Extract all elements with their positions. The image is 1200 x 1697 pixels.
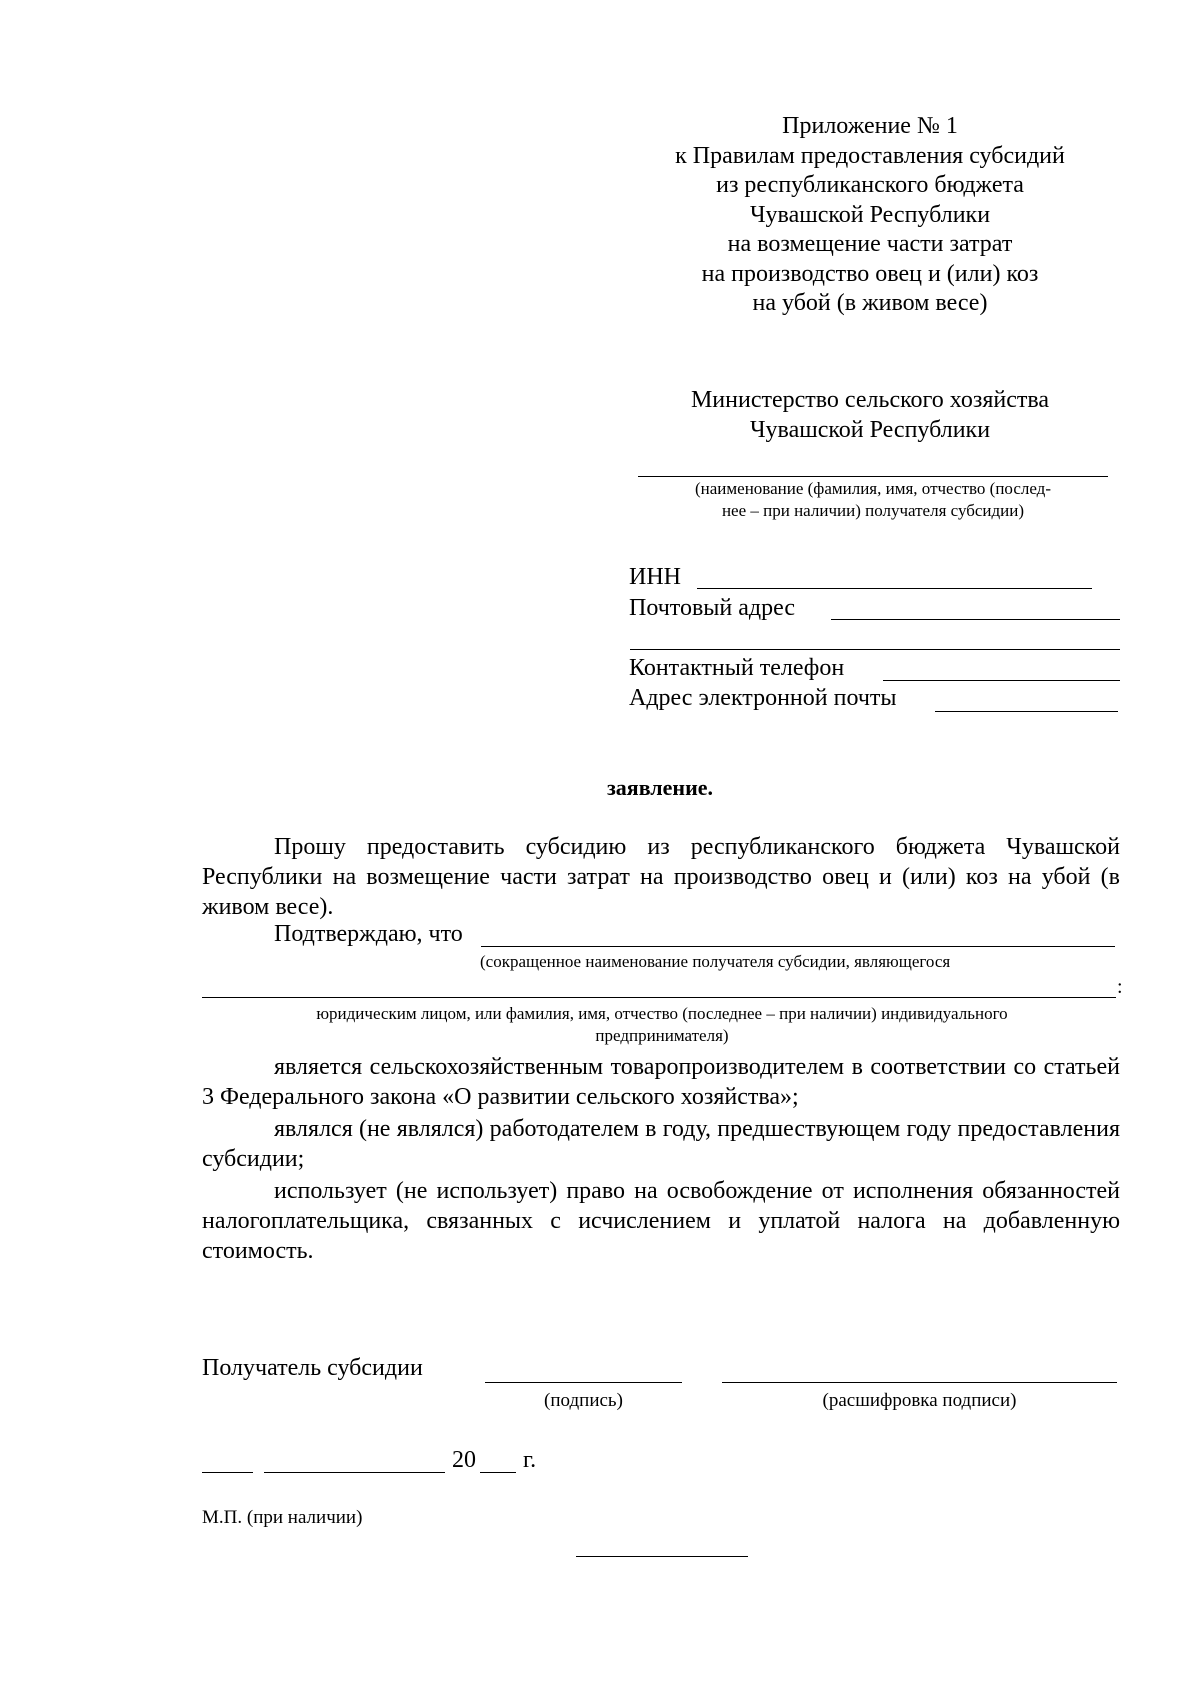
year-suffix: г. [523, 1447, 537, 1473]
colon-mark: : [1117, 976, 1123, 998]
vat-statement: использует (не использует) право на освобождение от исполнения обязанностей налогоплательщика, связанных с исчислением и уплатой налога на добавленную стоимость. [202, 1178, 1120, 1264]
addressee-line: Министерство сельского хозяйства [690, 387, 1050, 413]
phone-label: Контактный телефон [629, 655, 845, 681]
recipient-name-line[interactable] [638, 476, 1108, 477]
caption-line: юридическим лицом, или фамилия, имя, отчество (последнее – при наличии) индивидуального [316, 1004, 1008, 1023]
caption-line: нее – при наличии) получателя субсидии) [721, 501, 1025, 520]
annex-line: Чувашской Республики [749, 201, 991, 228]
addressee-line: Чувашской Республики [749, 417, 991, 443]
email-field-line[interactable] [935, 711, 1118, 712]
document-title: заявление. [606, 775, 714, 800]
annex-line: на убой (в живом весе) [752, 290, 988, 316]
postal-address-label: Почтовый адрес [629, 595, 796, 621]
full-name-caption [200, 1003, 1124, 1047]
closing-divider-line [576, 1556, 748, 1557]
confirm-label: Подтверждаю, что [274, 921, 463, 947]
annex-line: на возмещение части затрат [727, 231, 1013, 257]
annex-line: на производство овец и (или) коз [701, 260, 1039, 287]
caption-line: предпринимателя) [595, 1026, 729, 1045]
inn-field-line[interactable] [697, 588, 1092, 589]
full-name-field-line[interactable] [202, 997, 1116, 998]
year-prefix: 20 [452, 1447, 476, 1473]
addressee-block [640, 385, 1100, 445]
day-field-line[interactable] [202, 1472, 253, 1473]
caption-line: (наименование (фамилия, имя, отчество (послед- [695, 479, 1051, 498]
postal-address-field-line[interactable] [831, 619, 1120, 620]
short-name-caption: (сокращенное наименование получателя субсидии, являющегося [480, 952, 951, 971]
annex-header [640, 112, 1100, 319]
postal-address-continuation-line[interactable] [630, 649, 1120, 650]
email-label: Адрес электронной почты [629, 685, 897, 711]
recipient-signature-label: Получатель субсидии [202, 1355, 423, 1381]
annex-line: из республиканского бюджета [716, 172, 1024, 198]
signature-field-line[interactable] [485, 1382, 682, 1383]
inn-label: ИНН [629, 564, 681, 590]
short-name-field-line[interactable] [481, 946, 1115, 947]
year-field-line[interactable] [480, 1472, 516, 1473]
request-paragraph: Прошу предоставить субсидию из республиканского бюджета Чувашской Республики на возмещение части затрат на производство овец и (или) коз на убой (в живом весе). [202, 834, 1120, 920]
annex-line: к Правилам предоставления субсидий [675, 142, 1065, 169]
employer-statement: являлся (не являлся) работодателем в году, предшествующем году предоставления субсидии; [202, 1116, 1120, 1172]
recipient-name-caption [638, 478, 1108, 522]
signature-caption: (подпись) [544, 1390, 623, 1411]
stamp-place-label: М.П. (при наличии) [202, 1507, 363, 1528]
phone-field-line[interactable] [883, 680, 1120, 681]
producer-statement: является сельскохозяйственным товаропроизводителем в соответствии со статьей 3 Федерального закона «О развитии сельского хозяйства»; [202, 1054, 1120, 1110]
signature-decode-field-line[interactable] [722, 1382, 1117, 1383]
month-field-line[interactable] [264, 1472, 445, 1473]
signature-decode-caption: (расшифровка подписи) [822, 1390, 1017, 1411]
annex-line: Приложение № 1 [782, 113, 958, 139]
